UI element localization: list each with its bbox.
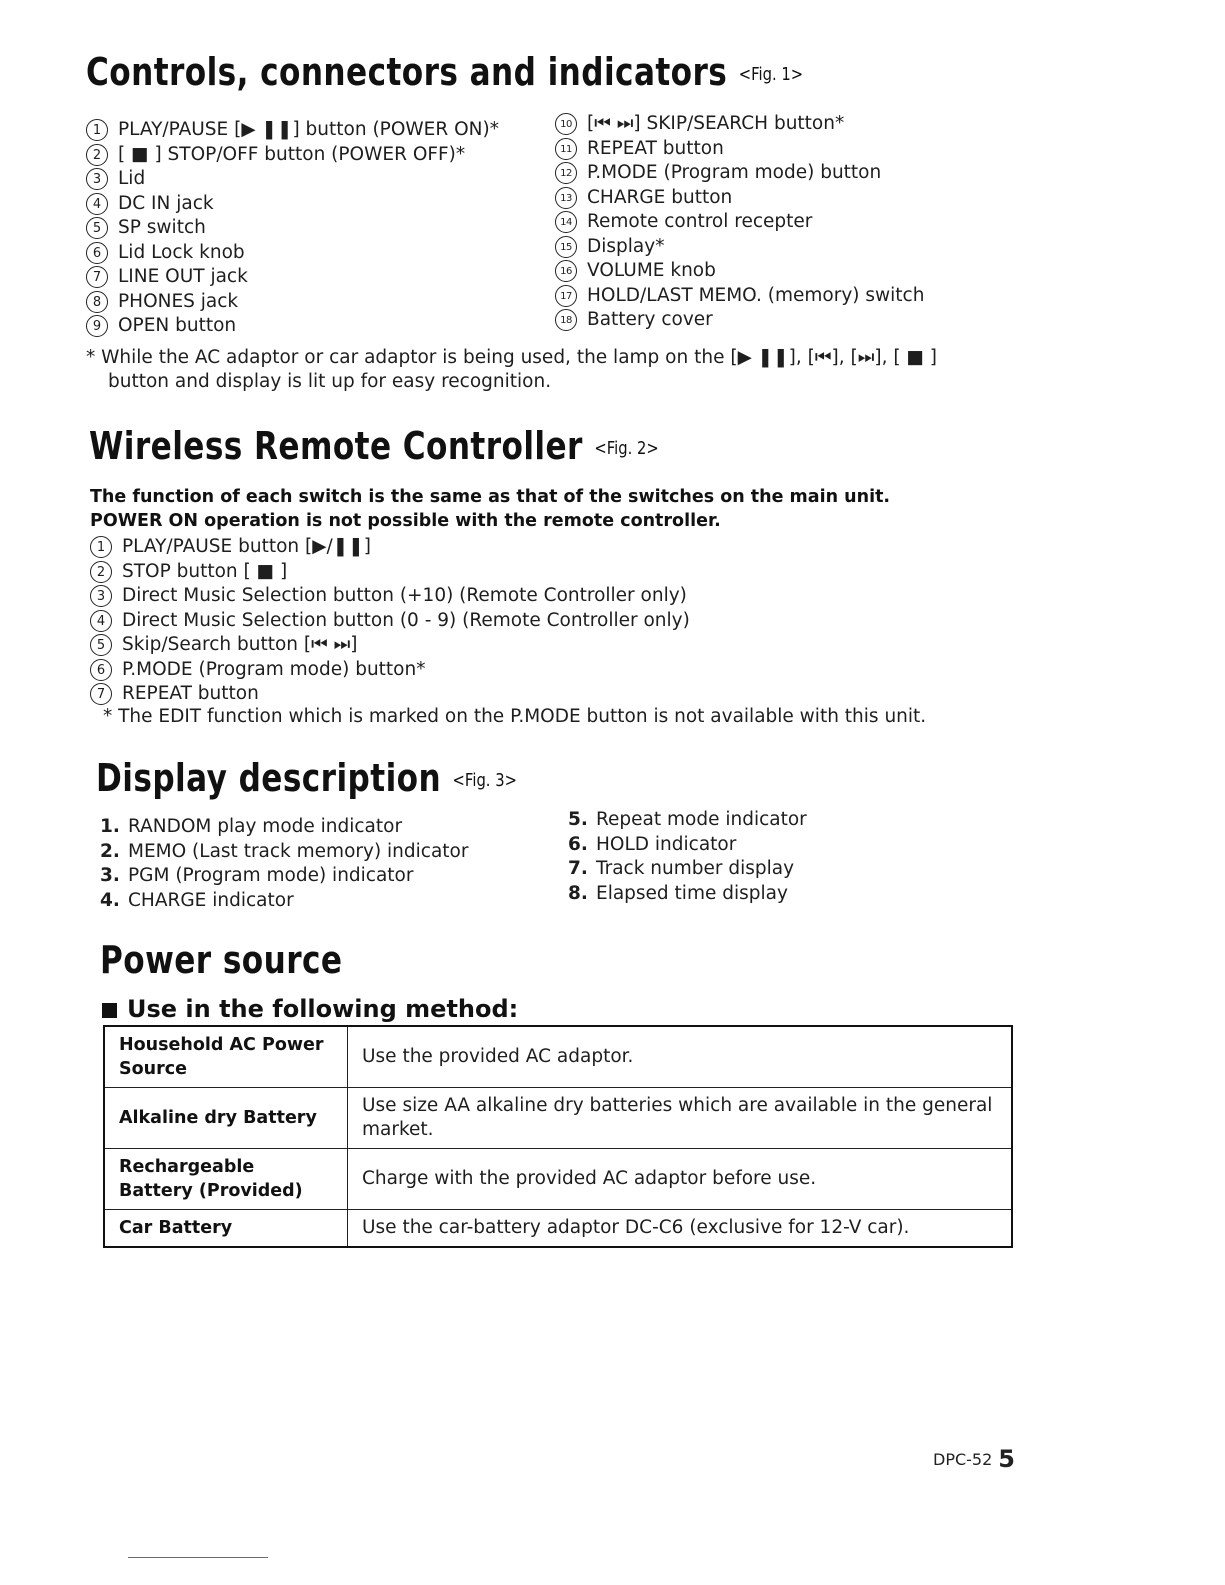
item-number: 4. <box>100 889 120 911</box>
item-label: PLAY/PAUSE [▶ ❚❚] button (POWER ON)* <box>118 119 499 140</box>
item-number: 8. <box>568 882 588 904</box>
remote-intro-line1: The function of each switch is the same as that of the switches on the main unit. <box>90 487 891 507</box>
controls-title: Controls, connectors and indicators <box>86 50 728 94</box>
item-number-badge: 16 <box>555 260 577 282</box>
item-label: PGM (Program mode) indicator <box>128 865 414 886</box>
item-label: P.MODE (Program mode) button* <box>122 658 426 680</box>
power-source-method: Use size AA alkaline dry batteries which are available in the general market. <box>348 1088 1013 1149</box>
item-number: 1. <box>100 816 120 837</box>
list-item <box>568 857 807 882</box>
power-source-method: Charge with the provided AC adaptor before use. <box>348 1149 1013 1210</box>
list-item <box>555 161 924 186</box>
item-number-badge: 3 <box>90 585 112 607</box>
power-source-type: Household AC Power Source <box>104 1026 348 1088</box>
item-label: SP switch <box>118 217 206 238</box>
item-number-badge: 2 <box>86 144 108 166</box>
display-fig-ref: <Fig. 3> <box>452 770 517 791</box>
item-label: Elapsed time display <box>596 882 788 904</box>
remote-title: Wireless Remote Controller <box>89 424 583 468</box>
footer-model: DPC-52 <box>933 1450 993 1469</box>
table-row <box>104 1149 1012 1210</box>
item-label: P.MODE (Program mode) button <box>587 162 882 183</box>
item-number: 5. <box>568 809 588 830</box>
list-item <box>86 143 499 168</box>
item-number-badge: 4 <box>90 610 112 632</box>
list-item <box>86 314 499 339</box>
item-number-badge: 17 <box>555 285 577 307</box>
item-number-badge: 2 <box>90 561 112 583</box>
power-subtitle: Use in the following method: <box>127 995 519 1023</box>
controls-fig-ref: <Fig. 1> <box>738 64 804 85</box>
item-label: Repeat mode indicator <box>596 809 807 830</box>
remote-note: * The EDIT function which is marked on the P.MODE button is not available with this unit. <box>103 706 927 727</box>
item-number-badge: 1 <box>90 536 112 558</box>
item-label: CHARGE button <box>587 186 733 208</box>
item-number-badge: 5 <box>90 634 112 656</box>
item-label: Lid Lock knob <box>118 241 245 263</box>
power-source-method: Use the provided AC adaptor. <box>348 1026 1013 1088</box>
item-label: Lid <box>118 168 146 189</box>
remote-list <box>90 535 690 707</box>
item-label: Track number display <box>596 858 795 879</box>
list-item <box>555 210 924 235</box>
power-source-type: Alkaline dry Battery <box>104 1088 348 1149</box>
list-item <box>86 167 499 192</box>
item-label: CHARGE indicator <box>128 889 294 911</box>
item-number: 2. <box>100 840 120 862</box>
list-item <box>86 241 499 266</box>
item-number: 6. <box>568 833 588 855</box>
item-number: 3. <box>100 865 120 886</box>
list-item <box>86 265 499 290</box>
list-item <box>86 192 499 217</box>
list-item <box>90 633 690 658</box>
divider-line <box>128 1557 268 1558</box>
list-item <box>90 560 690 585</box>
power-source-type: Car Battery <box>104 1210 348 1248</box>
controls-note-line1: * While the AC adaptor or car adaptor is being used, the lamp on the [▶ ❚❚], [⏮], [⏭], [ ■ ] <box>86 347 938 368</box>
table-row <box>104 1026 1012 1088</box>
item-number-badge: 6 <box>90 659 112 681</box>
list-item <box>100 840 468 865</box>
item-label: HOLD/LAST MEMO. (memory) switch <box>587 284 925 306</box>
list-item <box>555 259 924 284</box>
remote-intro <box>90 485 890 533</box>
item-number-badge: 7 <box>90 683 112 705</box>
item-number-badge: 3 <box>86 168 108 190</box>
list-item <box>555 137 924 162</box>
controls-list-left <box>86 118 499 339</box>
list-item <box>100 889 468 914</box>
page-footer <box>933 1445 1015 1473</box>
power-title: Power source <box>100 938 343 982</box>
item-label: [ ■ ] STOP/OFF button (POWER OFF)* <box>118 143 466 165</box>
item-label: Skip/Search button [⏮ ⏭] <box>122 634 358 655</box>
remote-heading <box>89 424 659 468</box>
list-item <box>90 658 690 683</box>
list-item <box>555 284 924 309</box>
square-bullet-icon <box>102 1003 117 1018</box>
list-item <box>86 216 499 241</box>
item-label: OPEN button <box>118 315 237 336</box>
item-number-badge: 13 <box>555 187 577 209</box>
item-number-badge: 9 <box>86 315 108 337</box>
item-label: PLAY/PAUSE button [▶/❚❚] <box>122 536 371 557</box>
controls-list-right <box>555 112 924 333</box>
item-label: LINE OUT jack <box>118 266 248 287</box>
item-number-badge: 6 <box>86 242 108 264</box>
table-row <box>104 1088 1012 1149</box>
item-label: [⏮ ⏭] SKIP/SEARCH button* <box>587 113 845 134</box>
power-source-table <box>103 1025 1013 1248</box>
item-number-badge: 1 <box>86 119 108 141</box>
list-item <box>568 808 807 833</box>
item-number-badge: 4 <box>86 193 108 215</box>
item-label: Battery cover <box>587 309 713 330</box>
item-number-badge: 10 <box>555 113 577 135</box>
item-label: VOLUME knob <box>587 260 716 281</box>
list-item <box>90 609 690 634</box>
power-source-method: Use the car-battery adaptor DC-C6 (exclusive for 12-V car). <box>348 1210 1013 1248</box>
display-title: Display description <box>96 756 442 800</box>
item-label: HOLD indicator <box>596 833 737 855</box>
item-number-badge: 14 <box>555 211 577 233</box>
power-source-type: Rechargeable Battery (Provided) <box>104 1149 348 1210</box>
item-label: DC IN jack <box>118 192 214 214</box>
page-number: 5 <box>998 1445 1015 1473</box>
item-label: MEMO (Last track memory) indicator <box>128 840 469 862</box>
item-label: Display* <box>587 235 665 257</box>
list-item <box>568 833 807 858</box>
list-item <box>86 290 499 315</box>
display-list-left <box>100 815 468 913</box>
item-number-badge: 7 <box>86 266 108 288</box>
item-label: STOP button [ ■ ] <box>122 560 288 582</box>
list-item <box>568 882 807 907</box>
display-heading <box>96 756 517 800</box>
item-number-badge: 15 <box>555 236 577 258</box>
item-label: Direct Music Selection button (+10) (Remote Controller only) <box>122 585 687 606</box>
power-subheading <box>102 995 518 1023</box>
list-item <box>90 584 690 609</box>
table-row <box>104 1210 1012 1248</box>
item-number: 7. <box>568 858 588 879</box>
item-number-badge: 12 <box>555 162 577 184</box>
display-list-right <box>568 808 807 906</box>
item-label: RANDOM play mode indicator <box>128 816 403 837</box>
controls-heading <box>86 50 803 94</box>
item-label: PHONES jack <box>118 290 239 312</box>
list-item <box>555 308 924 333</box>
remote-fig-ref: <Fig. 2> <box>594 438 659 459</box>
controls-note <box>86 346 937 394</box>
list-item <box>100 815 468 840</box>
list-item <box>86 118 499 143</box>
item-label: REPEAT button <box>122 683 259 704</box>
remote-intro-line2: POWER ON operation is not possible with the remote controller. <box>90 511 721 531</box>
controls-note-line2: button and display is lit up for easy recognition. <box>108 371 552 392</box>
item-label: REPEAT button <box>587 137 724 159</box>
list-item <box>90 682 690 707</box>
list-item <box>100 864 468 889</box>
list-item <box>555 235 924 260</box>
list-item <box>555 186 924 211</box>
item-number-badge: 8 <box>86 291 108 313</box>
item-label: Direct Music Selection button (0 - 9) (Remote Controller only) <box>122 609 690 631</box>
item-number-badge: 11 <box>555 138 577 160</box>
power-heading <box>100 938 342 982</box>
list-item <box>90 535 690 560</box>
list-item <box>555 112 924 137</box>
item-number-badge: 5 <box>86 217 108 239</box>
item-number-badge: 18 <box>555 309 577 331</box>
item-label: Remote control recepter <box>587 211 813 232</box>
